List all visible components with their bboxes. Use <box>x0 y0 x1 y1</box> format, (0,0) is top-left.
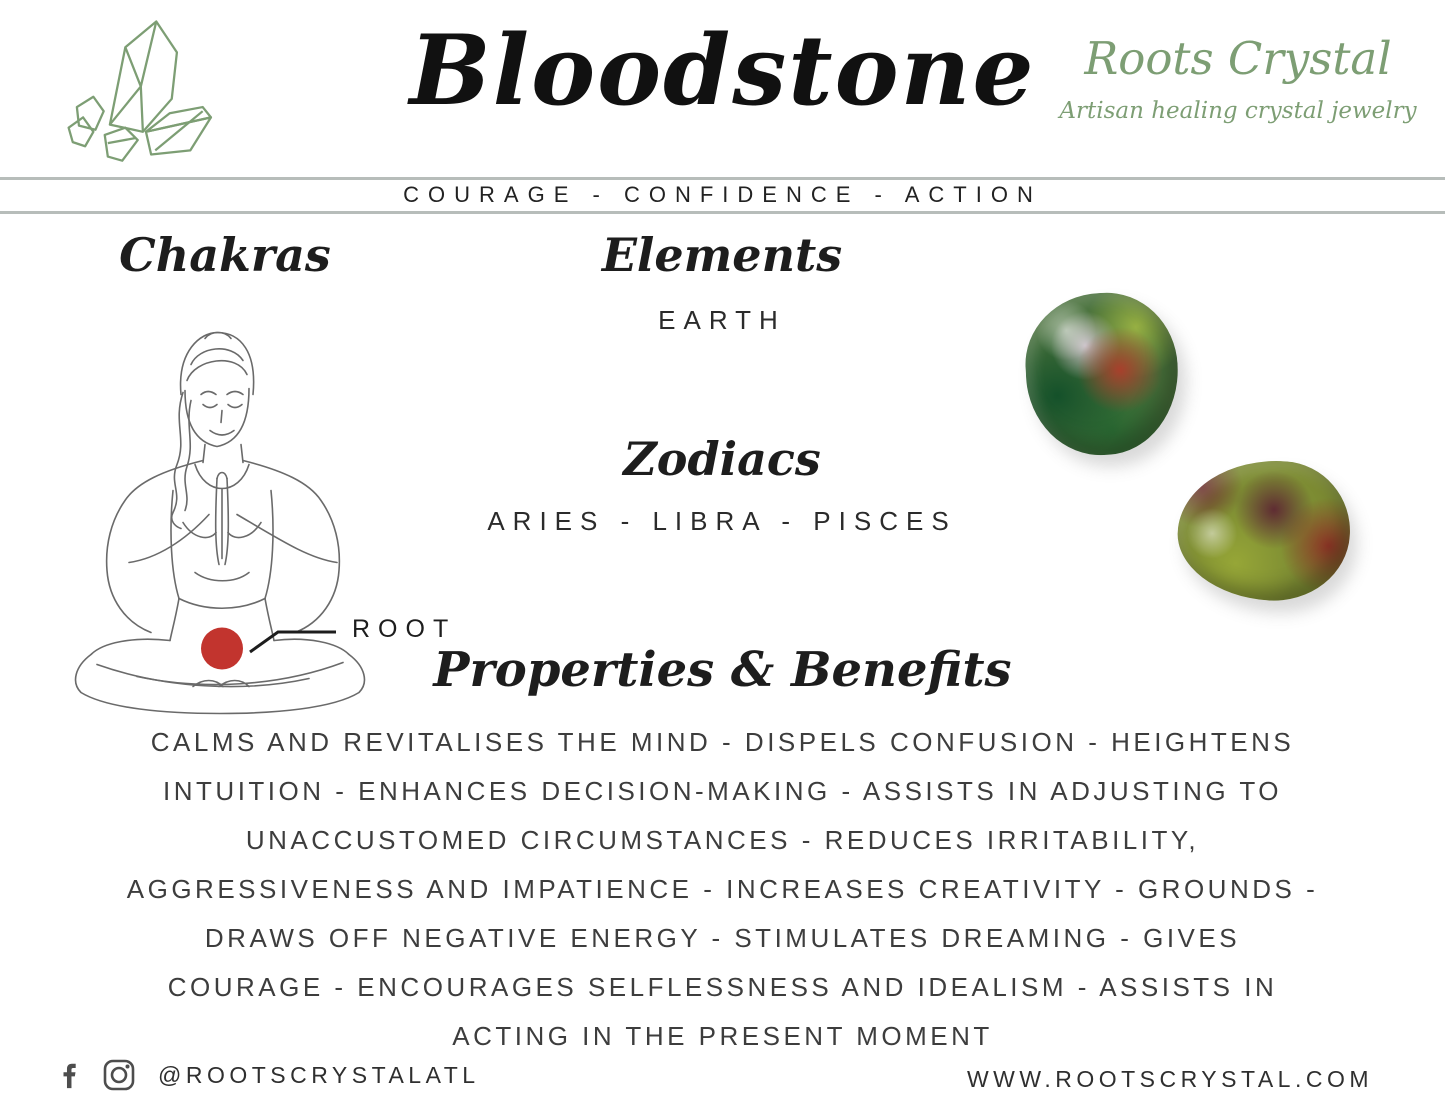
facebook-icon <box>56 1059 86 1091</box>
properties-line: INTUITION - ENHANCES DECISION-MAKING - ASSISTS IN ADJUSTING TO <box>163 776 1282 806</box>
footer-social <box>56 1058 480 1092</box>
page-title: Bloodstone <box>409 14 1036 127</box>
divider-line-top <box>0 177 1445 180</box>
zodiacs-heading: Zodiacs <box>623 432 821 486</box>
brand-name: Roots Crystal <box>1084 32 1392 85</box>
social-handle: @ROOTSCRYSTALATL <box>158 1061 480 1088</box>
properties-line: COURAGE - ENCOURAGES SELFLESSNESS AND IDEALISM - ASSISTS IN <box>167 972 1278 1002</box>
bloodstone-photo-1 <box>1022 289 1182 459</box>
brand-block <box>1043 34 1433 124</box>
elements-value: EARTH <box>658 305 786 335</box>
properties-line: AGGRESSIVENESS AND IMPATIENCE - INCREASES CREATIVITY - GROUNDS - <box>126 874 1319 904</box>
divider-line-bottom <box>0 211 1445 214</box>
instagram-icon <box>102 1058 136 1092</box>
chakras-heading: Chakras <box>119 228 331 282</box>
properties-line: DRAWS OFF NEGATIVE ENERGY - STIMULATES DREAMING - GIVES <box>204 923 1241 953</box>
properties-line: ACTING IN THE PRESENT MOMENT <box>452 1021 993 1051</box>
properties-heading: Properties & Benefits <box>433 642 1012 698</box>
properties-line: UNACCUSTOMED CIRCUMSTANCES - REDUCES IRRITABILITY, <box>245 825 1200 855</box>
zodiacs-value: ARIES - LIBRA - PISCES <box>487 506 957 536</box>
elements-heading: Elements <box>601 228 843 282</box>
website-url: WWW.ROOTSCRYSTAL.COM <box>966 1066 1374 1092</box>
brand-tagline: Artisan healing crystal jewelry <box>1059 97 1417 124</box>
keywords-banner: COURAGE - CONFIDENCE - ACTION <box>403 182 1042 207</box>
properties-line: CALMS AND REVITALISES THE MIND - DISPELS CONFUSION - HEIGHTENS <box>150 727 1295 757</box>
bloodstone-photo-2 <box>1173 454 1354 606</box>
root-chakra-label: ROOT <box>352 615 457 643</box>
properties-text <box>40 722 1405 1065</box>
